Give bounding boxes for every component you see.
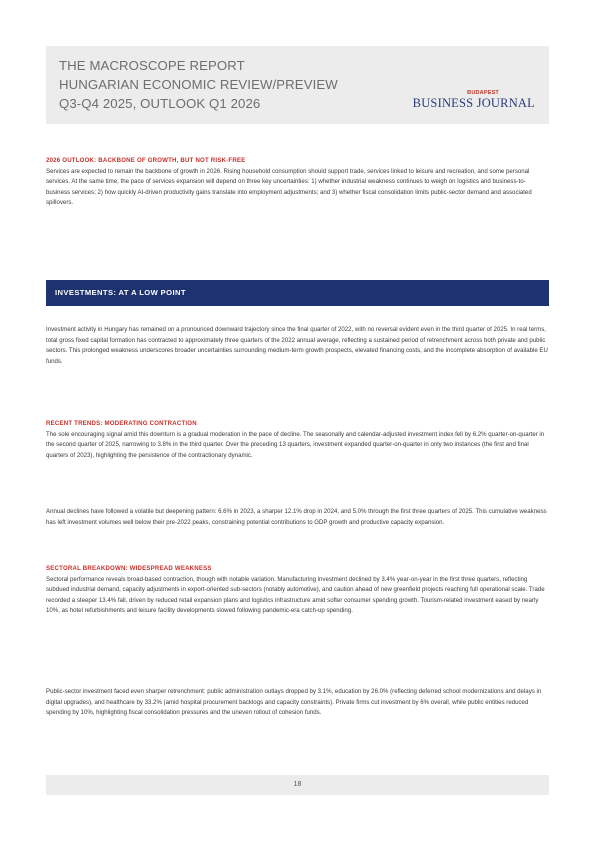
section-banner-label: INVESTMENTS: AT A LOW POINT [55,288,186,297]
sectoral-heading: SECTORAL BREAKDOWN: WIDESPREAD WEAKNESS [46,565,212,572]
investments-intro-section [46,325,549,367]
sectoral-paragraph-1: Sectoral performance reveals broad-based contraction, though with notable variation. Manufacturing investment declined by 3.4% year-on-year in the first three quarters, reflecting subdued industrial demand, capacity adjustments in export-oriented sub-sectors (notably automotive), and caution ahead of new greenfield projects reaching full operational scale. Trade recorded a steeper 13.4% fall, driven by reduced retail expansion plans and logistics infrastructure amid softer consumer spending growth. Tourism-related investment eased by nearly 10%, as hotel refurbishments and leisure facility developments slowed following pandemic-era catch-up spending. [46,575,545,615]
report-header [46,46,549,124]
report-title-line-2: HUNGARIAN ECONOMIC REVIEW/PREVIEW [59,77,338,92]
recent-trends-paragraph-1: The sole encouraging signal amid this downturn is a gradual moderation in the pace of decline. The seasonally and calendar-adjusted investment index fell by 6.2% quarter-on-quarter in the second quarter of 2025, narrowing to 3.8% in the third quarter. Over the preceding 13 quarters, investment expanded quarter-on-quarter in only two instances (the first and final quarters of 2023), highlighting the persistence of the contractionary dynamic. [46,430,545,459]
report-title [59,56,338,113]
investments-intro-paragraph: Investment activity in Hungary has remained on a pronounced downward trajectory since the final quarter of 2022, with no reversal evident even in the third quarter of 2025. In real terms, total gross fixed capital formation has contracted to approximately three quarters of the 2022 annual average, reflecting a sustained period of retrenchment across both private and public sectors. This prolonged weakness underscores broader uncertainties surrounding medium-term growth prospects, elevated financing costs, and the incomplete absorption of available EU funds. [46,326,548,365]
publisher-logo-name: BUSINESS JOURNAL [412,96,535,110]
section-banner [46,280,549,306]
publisher-logo-city: BUDAPEST [467,90,499,96]
outlook-heading: 2026 OUTLOOK: BACKBONE OF GROWTH, BUT NOT RISK-FREE [46,157,246,164]
sectoral-paragraph-2: Public-sector investment faced even sharper retrenchment: public administration outlays dropped by 3.1%, education by 26.0% (reflecting deferred school modernizations and delays in digital upgrades), and healthcare by 33.2% (amid hospital procurement backlogs and capacity constraints). Private firms cut investment by 6% overall, while public entities reduced spending by 10%, highlighting fiscal consolidation pressures and the uneven rollout of cohesion funds. [46,688,542,717]
recent-trends-section-2 [46,507,549,528]
sectoral-section-2 [46,687,549,719]
recent-trends-section [46,419,549,461]
recent-trends-paragraph-2: Annual declines have followed a volatile but deepening pattern: 6.6% in 2023, a sharper 12.1% drop in 2024, and 5.0% through the first three quarters of 2025. This cumulative weakness has left investment volumes well below their pre-2022 peaks, constraining potential contributions to GDP growth and productive capacity expansion. [46,508,547,526]
outlook-section [46,156,549,209]
recent-trends-heading: RECENT TRENDS: MODERATING CONTRACTION [46,420,197,427]
report-title-line-3: Q3-Q4 2025, OUTLOOK Q1 2026 [59,96,261,111]
publisher-logo [411,90,535,114]
outlook-paragraph: Services are expected to remain the backbone of growth in 2026. Rising household consumption should support trade, services linked to leisure and recreation, and some personal services. At the same time, the pace of services expansion will depend on three key uncertainties: 1) whether industrial weakness continues to weigh on logistics and business-to-business services; 2) how quickly AI-driven productivity gains translate into employment adjustments; and 3) whether fiscal consolidation limits public-sector demand and associated spillovers. [46,167,532,207]
page-number: 18 [293,781,302,788]
sectoral-section [46,564,549,617]
page-footer [46,775,549,795]
report-title-line-1: THE MACROSCOPE REPORT [59,58,245,73]
